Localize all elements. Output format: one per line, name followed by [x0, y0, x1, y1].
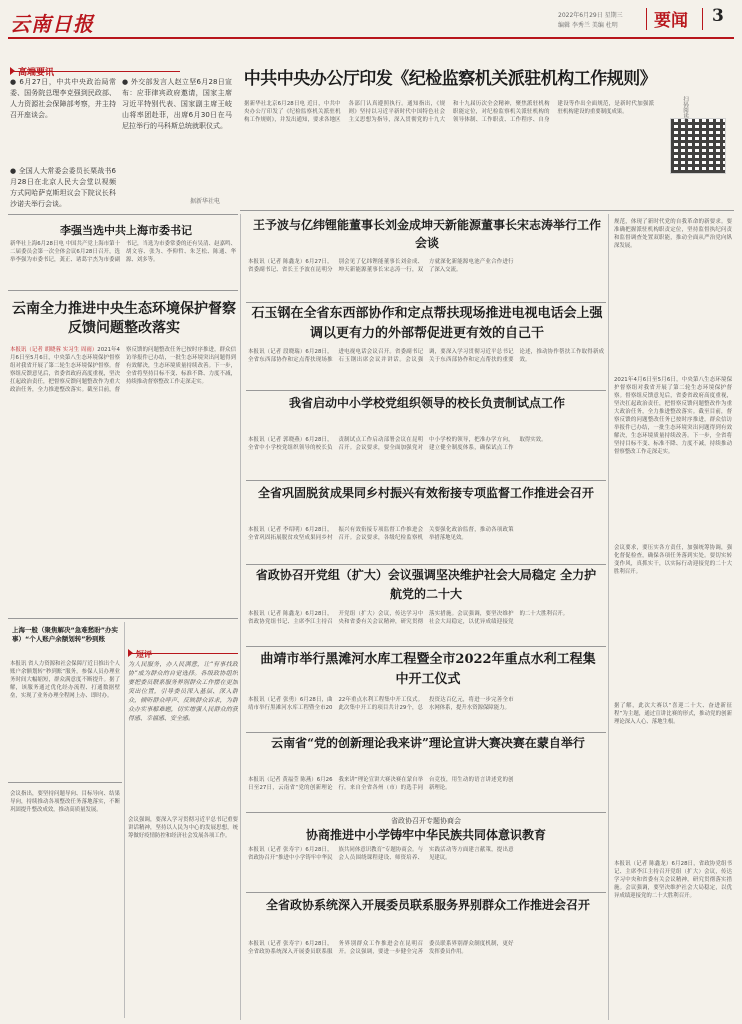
- right-col-text-c: 会议要求，要压实各方责任，加强统筹协调，强化督促检查，确保各项任务落到实处。要切实转变作风，真抓实干，以实际行动迎接党的二十大胜利召开。: [614, 545, 732, 575]
- art9-headline: 曲靖市举行黑滩河水库工程暨全市2022年重点水利工程集中开工仪式: [260, 652, 596, 687]
- center-col-divider: [608, 214, 609, 1020]
- art12-body: 本报讯（记者 张寿宇）6月28日，全省政协系统深入开展委员联系服务界别群众工作推进会在昆明召开。会议强调，要进一步健全完善委员联系界别群众制度机制，更好发挥委员作用。: [248, 941, 514, 955]
- art1-headline: 李强当选中共上海市委书记: [60, 224, 192, 237]
- right-col-text-d: 据了解，此次大赛以“喜迎二十大、奋进新征程”为主题，通过宣讲比赛的形式，推动党的创新理论深入人心、落地生根。: [614, 703, 732, 725]
- lead-headline: 中共中央办公厅印发《纪检监察机关派驻机构工作规则》: [243, 69, 657, 89]
- art11-bottom-rule: [246, 892, 606, 893]
- art6-headline: 我省启动中小学校党组织领导的校长负责制试点工作: [288, 396, 565, 410]
- shortnews-marker-icon: [128, 649, 133, 657]
- art9-body: 本报讯（记者 张勇）6月28日，曲靖市举行黑滩河水库工程暨全市2022年重点水利工程集中开工仪式。此次集中开工的项目共计29个，总投资达百亿元，将进一步完善全市水网体系，提升水资源保障能力。: [248, 697, 514, 711]
- lead-body: 据新华社北京6月28日电 近日，中共中央办公厅印发了《纪检监察机关派驻机构工作规则》，并发出通知，要求各地区各部门认真遵照执行。通知指出，《规则》坚持以习近平新时代中国特色社会主义思想为指导，深入贯彻党的十九大和十九届历次全会精神，聚焦派驻机构职能定位，对纪检监察机关派驻机构的领导体制、工作职责、工作程序、自身建设等作出全面规范，是新时代加强派驻机构建设的重要制度成果。: [244, 101, 654, 123]
- art8-body: 本报讯（记者 陈鑫龙）6月28日，省政协党组书记、主席李江主持召开党组（扩大）会议，传达学习中央和省委有关会议精神，研究贯彻落实措施。会议强调，要坚决维护社会大局稳定，以优异成绩迎接党的二十大胜利召开。: [248, 611, 569, 625]
- art8-bottom-rule: [246, 646, 606, 647]
- section-title: 要闻: [654, 11, 688, 31]
- lead-bottom-rule: [240, 210, 734, 211]
- briefs-header: [10, 60, 180, 78]
- art3-headline: 上海一般（聚焦解决“急难愁盼”办实事）“个人账户余额划转”秒到账: [12, 626, 119, 643]
- briefs-marker-icon: [10, 67, 15, 75]
- issue-date: 2022年6月29日 星期三: [558, 12, 623, 19]
- art11-body: 本报讯（记者 张寿宇）6月28日，省政协召开“推进中小学铸牢中华民族共同体意识教育”专题协商会。与会人员围绕课程建设、师资培养、实践活动等方面建言献策，提出意见建议。: [248, 847, 514, 861]
- newspaper-logo: 云南日报: [10, 12, 94, 36]
- art3-body: 本报讯 省人力资源和社会保障厅近日推出个人账户余额划转“秒到账”服务，参保人员办理业务时间大幅缩短，群众满意度不断提升。据了解，该服务通过优化经办流程、打通数据壁垒，实现了业务办理全程网上办、即时办。: [10, 661, 120, 699]
- art5-body: 本报讯（记者 段晓瑞）6月28日，全省东西部协作和定点帮扶现场推进电视电话会议召开。省委副书记石玉钢出席会议并讲话。会议强调，要深入学习贯彻习近平总书记关于东西部协作和定点帮扶的重要论述，推动协作帮扶工作取得新成效。: [248, 349, 604, 363]
- shortnews-body: 为人民服务，办人民满意，让“有事找政协”成为群众的自觉选择。各级政协组织要把委员联系服务界别群众工作摆在更加突出位置，引导委员深入基层、深入群众，倾听群众呼声、反映群众诉求，为群众办实事解难题，切实增强人民群众的获得感、幸福感、安全感。: [128, 661, 238, 722]
- art1-bottom-rule: [8, 290, 238, 291]
- masthead: [0, 0, 742, 48]
- art10-headline: 云南省“党的创新理论我来讲”理论宣讲大赛决赛在蒙自举行: [271, 736, 585, 750]
- art2-body: [10, 346, 236, 614]
- art11-headline: 协商推进中小学铸牢中华民族共同体意识教育: [305, 828, 546, 842]
- art2-byline: 本报讯（记者 胡晓蓉 实习生 周雨）: [10, 347, 98, 353]
- shortnews-label: 短评: [128, 642, 238, 654]
- art6-bottom-rule: [246, 480, 606, 481]
- left-inner-divider: [124, 622, 125, 1018]
- brief-item-1: ● 6月27日，中共中央政治局常委、国务院总理李克强到民政部、人力资源社会保障部考察，并主持召开座谈会。: [10, 78, 116, 119]
- brief-item-3: ● 外交部发言人赵立坚6月28日宣布：应菲律宾政府邀请，国家主席习近平特别代表、国家副主席王岐山将率团赴菲，出席6月30日在马尼拉举行的马科斯总统就职仪式。: [122, 78, 232, 130]
- art4-bottom-rule: [246, 302, 606, 303]
- section-divider: [646, 8, 647, 30]
- art3-continued: 会议指出，要坚持问题导向、目标导向、结果导向，持续推动各项整改任务落地落实，不断巩固提升整改成效，推动高质量发展。: [10, 791, 120, 813]
- right-col-text-b: 2021年4月6日至5月6日，中央第八生态环境保护督察组对我省开展了第二轮生态环境保护督察。督察组反馈意见后，省委省政府高度重视，坚决扛起政治责任，把督察反馈问题整改作为重大政治任务，全力推进整改落实。截至目前，督察反馈的问题整改任务已按时序推进，群众信访举报件已办结，一批生态环境突出问题得到有效解决，生态环境质量持续改善。下一步，全省将坚持目标不变、标准不降、力度不减，持续推动督察整改工作走深走实。: [614, 377, 732, 455]
- briefs-bottom-rule: [8, 214, 238, 215]
- brief-item-2: ● 全国人大常委会委员长栗战书6月28日在北京人民大会堂以视频方式同哈萨克斯坦议会下院议长科沙诺夫举行会谈。: [10, 167, 116, 208]
- art6-body: 本报讯（记者 郭晓燕）6月28日，全省中小学校党组织领导的校长负责制试点工作启动部署会议在昆明召开。会议要求，要全面加强党对中小学校的领导，把准办学方向，建立健全制度体系，确保试点工作取得实效。: [248, 437, 547, 451]
- art7-bottom-rule: [246, 564, 606, 565]
- art2-bottom-rule: [8, 618, 238, 619]
- left-col-continued: 会议强调，要深入学习贯彻习近平总书记重要讲话精神，坚持以人民为中心的发展思想，统筹做好疫情防控和经济社会发展各项工作。: [128, 817, 238, 839]
- art10-body: 本报讯（记者 黄福莹 陈燕）6月26日至27日，云南省“党的创新理论我来讲”理论宣讲大赛决赛在蒙自举行。来自全省各州（市）的选手同台竞技，用生动的语言讲述党的创新理论。: [248, 777, 514, 791]
- art2-headline: 云南全力推进中央生态环境保护督察反馈问题整改落实: [12, 301, 236, 336]
- art3-bottom-rule: [8, 782, 122, 783]
- art5-bottom-rule: [246, 390, 606, 391]
- art4-headline: 王予波与亿纬锂能董事长刘金成坤天新能源董事长宋志涛举行工作会谈: [252, 218, 601, 250]
- art9-bottom-rule: [246, 732, 606, 733]
- briefs-source: 据新华社电: [190, 198, 221, 205]
- issue-editors: 编辑 李秀兰 美编 杜明: [558, 22, 618, 29]
- art1-body: 新华社上海6月28日电 中国共产党上海市第十二届委员会第一次全体会议6月28日召开，选举李强为市委书记，龚正、诸葛宇杰为市委副书记，当选为市委常委的还有吴清、赵嘉鸣、胡文容、张为、李仰哲、朱芝松、陈通、华源、刘多等。: [10, 241, 236, 263]
- qr-caption: 扫码阅读全文: [682, 96, 688, 129]
- art7-body: 本报讯（记者 李绍明）6月28日，全省巩固拓展脱贫攻坚成果同乡村振兴有效衔接专项监督工作推进会召开。会议要求，各级纪检监察机关要强化政治监督，推动各项政策举措落地见效。: [248, 527, 514, 541]
- right-col-text-e: 本报讯（记者 陈鑫龙）6月28日，省政协党组书记、主席李江主持召开党组（扩大）会议，传达学习中央和省委有关会议精神，研究贯彻落实措施。会议强调，要坚决维护社会大局稳定，以优异成绩迎接党的二十大胜利召开。: [614, 861, 732, 899]
- art4-body: 本报讯（记者 陈鑫龙）6月27日，省委副书记、省长王予波在昆明分别会见了亿纬锂能董事长刘金成、坤天新能源董事长宋志涛一行，双方就深化新能源电池产业合作进行了深入交流。: [248, 259, 514, 273]
- art11-kicker: 省政协召开专题协商会: [391, 817, 461, 825]
- page-number-divider: [702, 8, 703, 30]
- art5-headline: 石玉钢在全省东西部协作和定点帮扶现场推进电视电话会上强调以更有力的外部帮促进更有效的自己干: [251, 306, 603, 341]
- art2-text: 2021年4月6日至5月6日，中央第八生态环境保护督察组对我省开展了第二轮生态环境保护督察。督察组反馈意见后，省委省政府高度重视，坚决扛起政治责任，把督察反馈问题整改作为重大政治任务，全力推进整改落实。截至目前，督察反馈的问题整改任务已按时序推进，群众信访举报件已办结，一批生态环境突出问题得到有效解决，生态环境质量持续改善。下一步，全省将坚持目标不变、标准不降、力度不减，持续推动督察整改工作走深走实。: [10, 347, 236, 393]
- art12-headline: 全省政协系统深入开展委员联系服务界别群众工作推进会召开: [265, 898, 590, 912]
- art8-headline: 省政协召开党组（扩大）会议强调坚决维护社会大局稳定 全力护航党的二十大: [255, 568, 597, 601]
- art10-bottom-rule: [246, 812, 606, 813]
- masthead-rule: [8, 37, 734, 39]
- briefs-label: 高端要讯: [18, 68, 55, 78]
- right-col-text-a: 规范，体现了新时代党的自我革命的新要求。要准确把握派驻机构职责定位，坚持监督执纪问责和监督调查处置双职能，推动全面从严治党向纵深发展。: [614, 219, 732, 249]
- art7-headline: 全省巩固脱贫成果同乡村振兴有效衔接专项监督工作推进会召开: [257, 486, 594, 500]
- left-col-divider: [240, 214, 241, 1020]
- page-number: 3: [712, 6, 724, 26]
